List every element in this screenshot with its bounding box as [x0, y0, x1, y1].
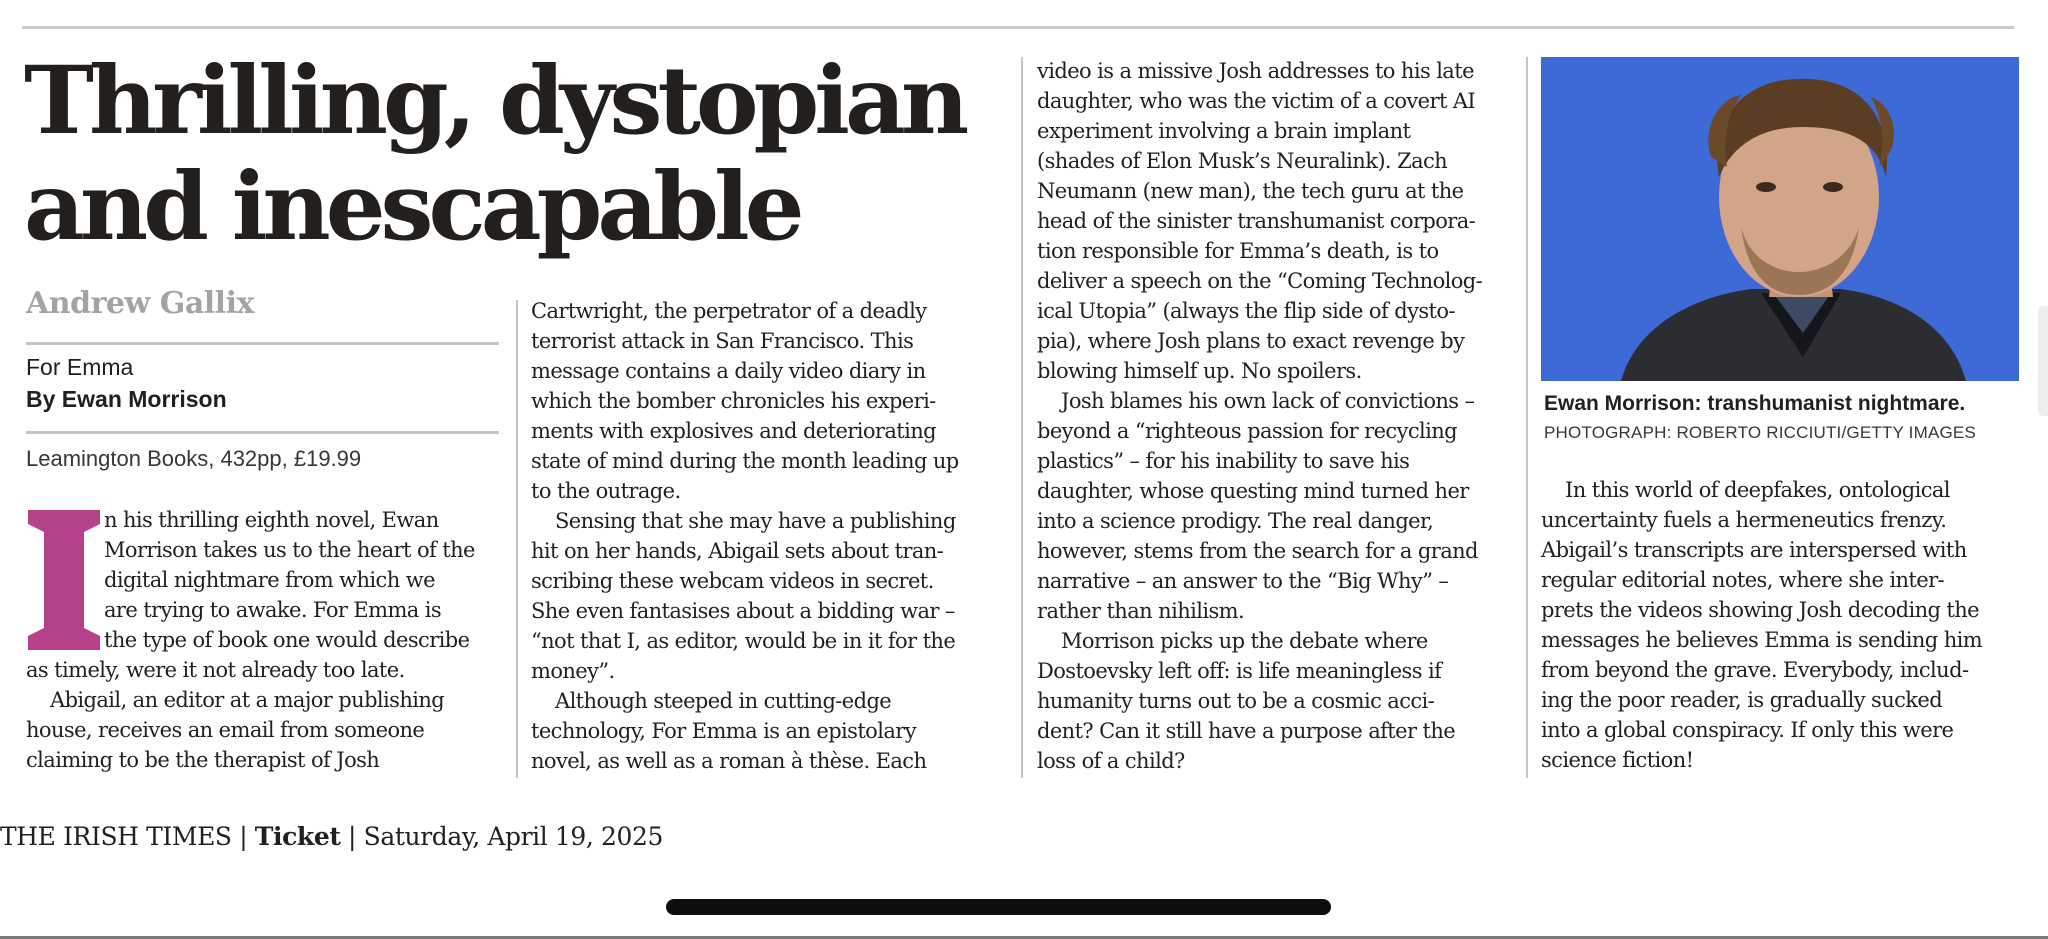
top-rule: [22, 26, 2014, 29]
text-line: Dostoevsky left off: is life meaningless if: [1037, 659, 1442, 683]
text-line: to the outrage.: [531, 479, 681, 503]
text-line: Cartwright, the perpetrator of a deadly: [531, 299, 927, 323]
book-title: For Emma: [26, 354, 134, 380]
book-author: By Ewan Morrison: [26, 386, 227, 412]
headline: [24, 48, 984, 260]
text-line: ing the poor reader, is gradually sucked: [1541, 688, 1943, 712]
text-line: Abigail, an editor at a major publishing: [50, 688, 445, 712]
text-line: into a science prodigy. The real danger,: [1037, 509, 1434, 533]
author-photo: [1541, 57, 2019, 381]
byline: Andrew Gallix: [26, 286, 254, 321]
text-line: digital nightmare from which we: [104, 568, 435, 592]
article-column-3: [1037, 56, 1527, 776]
section-name: Ticket: [254, 822, 341, 851]
footer-separator: |: [340, 822, 364, 851]
photo-caption: Ewan Morrison: transhumanist nightmare.: [1544, 392, 1966, 415]
text-line: state of mind during the month leading up: [531, 449, 959, 473]
text-line: tion responsible for Emma’s death, is to: [1037, 239, 1439, 263]
text-line: daughter, whose questing mind turned her: [1037, 479, 1469, 503]
text-line: the type of book one would describe: [104, 628, 470, 652]
text-line: plastics” – for his inability to save his: [1037, 449, 1410, 473]
text-line: head of the sinister transhumanist corpora-: [1037, 209, 1476, 233]
text-line: narrative – an answer to the “Big Why” –: [1037, 569, 1449, 593]
text-line: experiment involving a brain implant: [1037, 119, 1411, 143]
footer-separator: |: [231, 822, 255, 851]
book-info-divider: [26, 431, 499, 434]
paper-name: THE IRISH TIMES: [0, 822, 232, 851]
issue-date: Saturday, April 19, 2025: [363, 822, 664, 851]
text-line: science fiction!: [1541, 748, 1694, 772]
column-divider: [1021, 57, 1023, 778]
text-line: hit on her hands, Abigail sets about tran-: [531, 539, 944, 563]
text-line: scribing these webcam videos in secret.: [531, 569, 934, 593]
text-line: claiming to be the therapist of Josh: [26, 748, 380, 772]
column-divider: [516, 300, 518, 778]
text-line: message contains a daily video diary in: [531, 359, 926, 383]
text-line: Morrison takes us to the heart of the: [104, 538, 475, 562]
text-line: (shades of Elon Musk’s Neuralink). Zach: [1037, 149, 1448, 173]
text-line: which the bomber chronicles his experi-: [531, 389, 936, 413]
scroll-edge-tab[interactable]: [2038, 306, 2048, 416]
byline-divider: [26, 342, 499, 345]
text-line: terrorist attack in San Francisco. This: [531, 329, 914, 353]
article-column-4: [1541, 475, 2036, 775]
text-line: house, receives an email from someone: [26, 718, 425, 742]
text-line: humanity turns out to be a cosmic acci-: [1037, 689, 1435, 713]
headline-line-2: and inescapable: [24, 152, 800, 262]
text-line: blowing himself up. No spoilers.: [1037, 359, 1362, 383]
text-line: deliver a speech on the “Coming Technolog-: [1037, 269, 1483, 293]
text-line: beyond a “righteous passion for recycling: [1037, 419, 1458, 443]
text-line: are trying to awake. For Emma is: [104, 598, 442, 622]
article-column-1: [26, 505, 501, 775]
text-line: novel, as well as a roman à thèse. Each: [531, 749, 927, 773]
page-footer: [0, 822, 663, 851]
home-indicator[interactable]: [666, 899, 1331, 915]
text-line: prets the videos showing Josh decoding the: [1541, 598, 1980, 622]
book-meta: Leamington Books, 432pp, £19.99: [26, 446, 362, 471]
author-portrait-illustration: [1541, 57, 2019, 381]
text-line: messages he believes Emma is sending him: [1541, 628, 1983, 652]
text-line: In this world of deepfakes, ontological: [1565, 478, 1950, 502]
text-line: ments with explosives and deteriorating: [531, 419, 936, 443]
text-line: however, stems from the search for a grand: [1037, 539, 1478, 563]
text-line: dent? Can it still have a purpose after the: [1037, 719, 1456, 743]
text-line: Although steeped in cutting-edge: [555, 689, 892, 713]
text-line: regular editorial notes, where she inter-: [1541, 568, 1944, 592]
text-line: “not that I, as editor, would be in it for the: [531, 629, 956, 653]
text-line: Morrison picks up the debate where: [1061, 629, 1428, 653]
text-line: money”.: [531, 659, 615, 683]
text-line: Abigail’s transcripts are interspersed with: [1541, 538, 1967, 562]
text-line: She even fantasises about a bidding war –: [531, 599, 955, 623]
text-line: uncertainty fuels a hermeneutics frenzy.: [1541, 508, 1947, 532]
text-line: n his thrilling eighth novel, Ewan: [104, 508, 439, 532]
text-line: rather than nihilism.: [1037, 599, 1245, 623]
text-line: loss of a child?: [1037, 749, 1185, 773]
text-line: pia), where Josh plans to exact revenge by: [1037, 329, 1465, 353]
headline-line-1: Thrilling, dystopian: [24, 46, 965, 156]
text-line: Neumann (new man), the tech guru at the: [1037, 179, 1464, 203]
text-line: daughter, who was the victim of a covert AI: [1037, 89, 1476, 113]
article-column-2: [531, 296, 1021, 776]
photo-credit: PHOTOGRAPH: ROBERTO RICCIUTI/GETTY IMAGES: [1544, 423, 1977, 442]
text-line: from beyond the grave. Everybody, includ-: [1541, 658, 1969, 682]
text-line: as timely, were it not already too late.: [26, 658, 405, 682]
text-line: video is a missive Josh addresses to his late: [1037, 59, 1474, 83]
text-line: Sensing that she may have a publishing: [555, 509, 956, 533]
text-line: Josh blames his own lack of convictions –: [1061, 389, 1475, 413]
text-line: technology, For Emma is an epistolary: [531, 719, 916, 743]
column-divider: [1526, 57, 1528, 778]
text-line: ical Utopia” (always the flip side of dysto-: [1037, 299, 1455, 323]
text-line: into a global conspiracy. If only this were: [1541, 718, 1954, 742]
